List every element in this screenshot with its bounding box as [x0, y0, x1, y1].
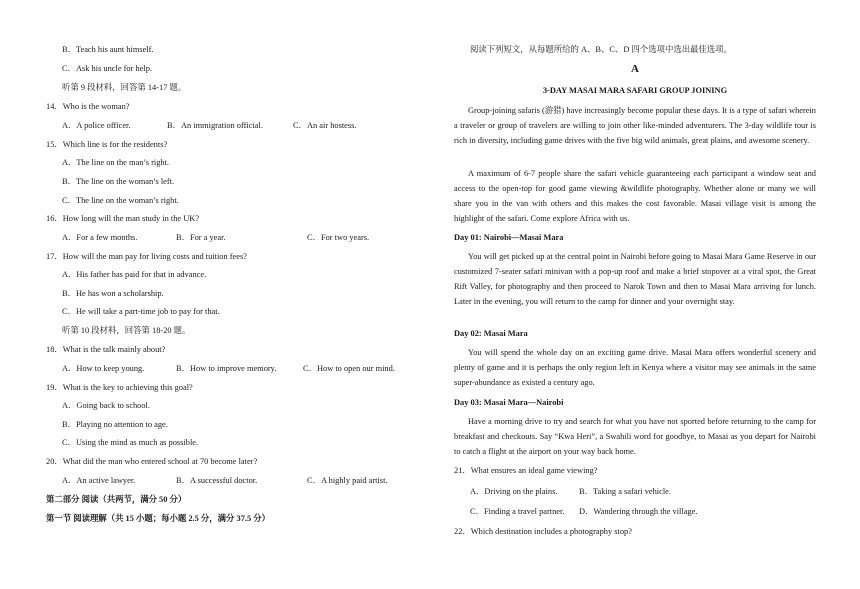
- q15-option-a[interactable]: A．The line on the man’s right.: [62, 158, 169, 167]
- q16-stem: 16．How long will the man study in the UK?: [46, 214, 200, 223]
- q14-option-c[interactable]: C．An air hostess.: [293, 121, 357, 130]
- q14-option-a[interactable]: A．A police officer.: [62, 121, 131, 130]
- part-2-heading: 第二部分 阅读（共两节，满分 50 分）: [46, 495, 187, 504]
- q17-option-a[interactable]: A．His father has paid for that in advance.: [62, 270, 207, 279]
- q13-option-c[interactable]: C．Ask his uncle for help.: [62, 64, 153, 73]
- q21-option-b[interactable]: B．Taking a safari vehicle.: [579, 487, 671, 496]
- day-3-heading: Day 03: Masai Mara—Nairobi: [454, 398, 564, 407]
- q18-option-b[interactable]: B．How to improve memory.: [176, 364, 277, 373]
- section-9-instruction: 听第 9 段材料，回答第 14-17 题。: [62, 83, 187, 92]
- q21-option-c[interactable]: C．Finding a travel partner.: [470, 507, 565, 516]
- q15-option-b[interactable]: B．The line on the woman’s left.: [62, 177, 175, 186]
- q19-option-a[interactable]: A．Going back to school.: [62, 401, 150, 410]
- day-1-heading: Day 01: Nairobi—Masai Mara: [454, 233, 564, 242]
- q19-stem: 19．What is the key to achieving this goal?: [46, 383, 193, 392]
- q15-option-c[interactable]: C．The line on the woman’s right.: [62, 196, 179, 205]
- q20-option-c[interactable]: C．A highly paid artist.: [307, 476, 388, 485]
- q19-option-b[interactable]: B．Playing no attention to age.: [62, 420, 168, 429]
- q21-stem: 21．What ensures an ideal game viewing?: [454, 466, 598, 475]
- q21-option-d[interactable]: D．Wandering through the village.: [579, 507, 698, 516]
- q18-stem: 18．What is the talk mainly about?: [46, 345, 166, 354]
- q19-option-c[interactable]: C．Using the mind as much as possible.: [62, 438, 199, 447]
- q17-stem: 17．How will the man pay for living costs and tuition fees?: [46, 252, 247, 261]
- q20-option-b[interactable]: B．A successful doctor.: [176, 476, 258, 485]
- q17-option-c[interactable]: C．He will take a part-time job to pay for that.: [62, 307, 220, 316]
- paragraph-2: A maximum of 6-7 people share the safari vehicle guaranteeing each participant a window seat and access to the open-top for good game viewing &wildlife photography. Whether alone or many we will share you in the van with others and this makes the cost favorable. Masai village visit is among the highlight of the safari. Come explore Africa with us.: [454, 169, 816, 223]
- q18-option-c[interactable]: C．How to open our mind.: [303, 364, 395, 373]
- day-1-paragraph: You will get picked up at the central point in Nairobi before going to Masai Mara Game Reserve in our customized 7-seater safari minivan with a pop-up roof and make a brief stopover at a viral spot, the Great Rift Valley, for photography and then proceed to Narok Town and then to Masai Mara arriving for lunch. Later in the evening, you will return to the camp for dinner and your overnight stay.: [454, 252, 816, 306]
- passage-title: 3-DAY MASAI MARA SAFARI GROUP JOINING: [542, 86, 728, 95]
- q13-option-b[interactable]: B．Teach his aunt himself.: [62, 45, 154, 54]
- paragraph-1: Group-joining safaris (游猎) have increasingly become popular these days. It is a type of safari wherein a traveler or group of travelers are willing to join other like-minded adventurers. The 3-day wildlife tour is rich in diversity, including game drives with the five big wild animals, great plains, and awesome scenery.: [454, 106, 816, 145]
- day-2-paragraph: You will spend the whole day on an exciting game drive. Masai Mara offers wonderful scenery and plenty of game and it is perhaps the only region left in Kenya where a visitor may see animals in the same super-abundance as existed a century ago.: [454, 348, 816, 387]
- q15-stem: 15．Which line is for the residents?: [46, 140, 168, 149]
- q18-option-a[interactable]: A．How to keep young.: [62, 364, 145, 373]
- section-1-heading: 第一节 阅读理解（共 15 小题；每小题 2.5 分，满分 37.5 分）: [46, 514, 271, 523]
- q22-stem: 22．Which destination includes a photography stop?: [454, 527, 632, 536]
- passage-letter: A: [631, 63, 639, 75]
- reading-instruction: 阅读下列短文，从每题所给的 A、B、C、D 四个选项中选出最佳选项。: [470, 45, 732, 54]
- q21-option-a[interactable]: A．Driving on the plains.: [470, 487, 558, 496]
- q16-option-c[interactable]: C．For two years.: [307, 233, 370, 242]
- q14-stem: 14．Who is the woman?: [46, 102, 130, 111]
- section-10-instruction: 听第 10 段材料，回答第 18-20 题。: [62, 326, 191, 335]
- q14-option-b[interactable]: B．An immigration official.: [167, 121, 263, 130]
- day-2-heading: Day 02: Masai Mara: [454, 329, 528, 338]
- q20-option-a[interactable]: A．An active lawyer.: [62, 476, 136, 485]
- q17-option-b[interactable]: B．He has won a scholarship.: [62, 289, 164, 298]
- q20-stem: 20．What did the man who entered school at 70 become later?: [46, 457, 258, 466]
- q16-option-a[interactable]: A．For a few months.: [62, 233, 138, 242]
- day-3-paragraph: Have a morning drive to try and search for what you have not sported before returning to the camp for breakfast and checkouts. Say “Kwa Heri”, a Swahili word for goodbye, to Masai as you depart for Nairobi to catch a flight at the airport on your way back home.: [454, 417, 816, 456]
- q16-option-b[interactable]: B．For a year.: [176, 233, 226, 242]
